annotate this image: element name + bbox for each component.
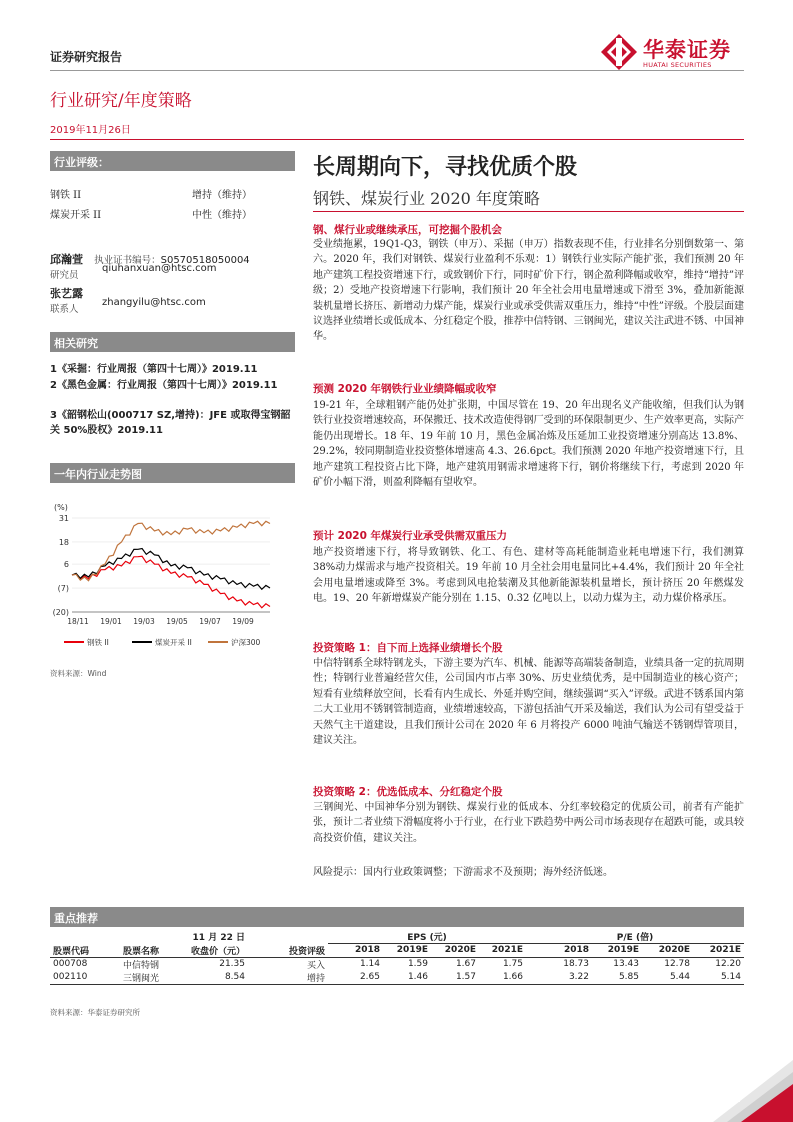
table-source: 资料来源：华泰证券研究所	[50, 1008, 140, 1017]
chart-xtick-label: 19/05	[166, 617, 188, 626]
rating-value: 增持（维持）	[192, 190, 252, 201]
page-title: 长周期向下，寻找优质个股	[313, 154, 578, 180]
invest-rating: 买入	[306, 960, 325, 971]
logo-text-cn: 华泰证券	[643, 38, 731, 62]
trend-section-title: 一年内行业走势图	[50, 463, 295, 483]
eps-value: 1.66	[502, 972, 523, 982]
research-item[interactable]: 3《韶钢松山(000717 SZ,增持)：JFE 或取得宝钢韶关 50%股权》2019.11	[50, 410, 291, 436]
recommend-section-title: 重点推荐	[50, 907, 744, 927]
section-body: 19-21 年，全球粗钢产能仍处扩张期，中国尽管在 19、20 年出现名义产能收缩，但我们认为钢铁行业投资增速较高，环保搬迁、技术改造使得钢厂受到的环保限制更少、生产效率更高，实际产能仍出现增长。18 年、19 年前 10 月，黑色金属冶炼及压延加工业投资增速分别高达 13.8%、29.2%，较同期制造业投资整体增速高 4.3、26.6pct。我们预测 2020 年地产投资增速下行，且地产建筑工程投资占比下降，地产建筑用钢需求增速将下行，钢价将继续下行，考虑到 2020 年矿价小幅下滑，则盈利降幅有望收窄。	[313, 400, 744, 489]
eps-value: 1.46	[407, 972, 428, 982]
chart-xtick-label: 19/03	[133, 617, 155, 626]
legend-label: 煤炭开采 II	[155, 638, 192, 647]
chart-series-line	[72, 549, 270, 590]
stock-name: 三钢闽光	[123, 973, 160, 984]
col-header: 2018	[354, 945, 380, 956]
chart-xtick-label: 19/09	[232, 617, 254, 626]
chart-series-line	[72, 521, 270, 580]
col-header: 股票名称	[123, 946, 160, 957]
table-row	[50, 971, 744, 985]
trend-chart	[50, 500, 295, 660]
analyst-1-contact	[50, 263, 295, 282]
analyst-role: 研究员	[50, 270, 79, 281]
col-header: 股票代码	[53, 946, 90, 957]
pe-value: 5.44	[669, 972, 690, 982]
col-header: 2019E	[396, 945, 428, 956]
date-header: 11 月 22 日	[192, 933, 245, 944]
research-section-title: 相关研究	[50, 332, 295, 352]
pe-value: 12.20	[715, 959, 741, 969]
chart-ylabel: (%)	[54, 503, 68, 512]
section-heading: 投资策略 1：自下而上选择业绩增长个股	[313, 642, 503, 654]
subtitle-divider	[313, 211, 744, 212]
col-header: 投资评级	[288, 946, 325, 957]
date-divider	[50, 139, 744, 140]
analyst-email[interactable]: qiuhanxuan@htsc.com	[102, 263, 217, 274]
chart-source: 资料来源：Wind	[50, 669, 107, 678]
risk-warning: 风险提示：国内行业政策调整；下游需求不及预期；海外经济低迷。	[313, 867, 613, 878]
section-body: 受业绩拖累，19Q1-Q3，钢铁（申万）、采掘（申万）指数表现不佳，行业排名分别倒数第一、第六。2020 年，我们对钢铁、煤炭行业盈利不乐观：1）钢铁行业实际产能扩张，我们预测 20 年地产建筑工程投资增速下行，或致钢价下行，同时矿价下行，钢企盈利降幅或收窄，维持“增持”评级；2）受地产投资增速下行影响，我们预计 20 年全社会用电量增速或下滑至 3%，叠加新能源装机量增长挤压、新增动力煤产能，煤炭行业或承受供需双重压力，维持“中性”评级。个股层面建议选择业绩增长或低成本、分红稳定个股，推荐中信特钢、三钢闽光，建议关注武进不锈、中国神华。	[313, 239, 744, 343]
col-header: 收盘价（元）	[190, 946, 245, 957]
col-header: 2018	[563, 945, 589, 956]
rating-industry: 煤炭开采 II	[50, 210, 102, 221]
research-item[interactable]: 2《黑色金属：行业周报（第四十七周）》2019.11	[50, 380, 278, 391]
analyst-role: 联系人	[50, 304, 79, 315]
col-header: 2020E	[444, 945, 476, 956]
rating-section-title: 行业评级：	[50, 151, 295, 171]
stock-name: 中信特钢	[123, 960, 160, 971]
report-category: 行业研究/年度策略	[50, 91, 192, 111]
legend-label: 沪深300	[231, 638, 261, 647]
page-number: 1	[733, 1092, 741, 1105]
chart-ytick-label: (7)	[57, 584, 69, 594]
doc-type: 证券研究报告	[50, 50, 123, 64]
stock-code: 002110	[53, 972, 88, 982]
recommend-table	[50, 930, 744, 985]
eps-header: EPS (元)	[328, 930, 526, 944]
chart-xtick-label: 19/07	[199, 617, 221, 626]
chart-ytick-label: 6	[63, 560, 69, 570]
pe-value: 18.73	[563, 959, 589, 969]
pe-value: 5.85	[618, 972, 639, 982]
eps-value: 1.67	[455, 959, 476, 969]
page-corner-decoration	[683, 1060, 793, 1122]
eps-value: 1.57	[455, 972, 476, 982]
section-heading: 钢、煤行业或继续承压，可挖掘个股机会	[313, 224, 502, 236]
pe-value: 3.22	[568, 972, 589, 982]
pe-value: 13.43	[613, 959, 639, 969]
section-body: 中信特钢系全球特钢龙头，下游主要为汽车、机械、能源等高端装备制造，业绩具备一定的抗周期性；特钢行业普遍经营欠佳，公司国内市占率 30%、历史业绩优秀，是中国制造业的核心资产；短看有业绩释放空间，长看有内生成长、外延并购空间，继续强调“买入”评级。武进不锈系国内第二大工业用不锈钢管制造商，业绩增速较高，下游包括油气开采及输送，我们认为公司有望受益于天然气主干道建设，且我们预计公司在 2020 年 6 月将投产 6000 吨油气输送不锈钢焊管项目，建议关注。	[313, 658, 744, 747]
pe-value: 5.14	[720, 972, 741, 982]
header-divider	[50, 70, 744, 71]
section-body: 地产投资增速下行，将导致钢铁、化工、有色、建材等高耗能制造业耗电增速下行，我们测算 38%动力煤需求与地产投资相关。19 年前 10 月全社会用电量同比+4.4%，我们预计 20 年全社会用电量增速或降至 3%。考虑到风电抢装潮及其他新能源装机量增长，预计挤压 20 年燃煤发电。19、20 年新增煤炭产能分别在 1.15、0.32 亿吨以上，以动力煤为主，动力煤价格承压。	[313, 547, 744, 605]
col-header: 2021E	[709, 945, 741, 956]
cert-label: 执业证书编号：	[94, 255, 161, 266]
eps-value: 1.14	[359, 959, 380, 969]
close-price: 8.54	[224, 972, 245, 982]
report-date: 2019年11月26日	[50, 125, 131, 136]
analyst-email[interactable]: zhangyilu@htsc.com	[102, 297, 206, 308]
table-row	[50, 957, 744, 971]
analyst-2-contact	[50, 297, 295, 316]
eps-value: 1.75	[502, 959, 523, 969]
logo-mark-icon	[601, 34, 637, 70]
chart-xtick-label: 19/01	[100, 617, 122, 626]
stock-code: 000708	[53, 959, 88, 969]
eps-value: 2.65	[359, 972, 380, 982]
pe-header: P/E (倍)	[526, 930, 744, 944]
chart-xtick-label: 18/11	[67, 617, 89, 626]
rating-value: 中性（维持）	[192, 210, 252, 221]
rating-industry: 钢铁 II	[50, 190, 82, 201]
section-body: 三钢闽光、中国神华分别为钢铁、煤炭行业的低成本、分红率较稳定的优质公司，前者有产能扩张，预计二者业绩下滑幅度将小于行业，在行业下跌趋势中两公司市场表现存在超跌可能，或具较高投资价值，建议关注。	[313, 802, 744, 844]
close-price: 21.35	[219, 959, 245, 969]
chart-ytick-label: (20)	[52, 608, 69, 617]
chart-ytick-label: 31	[58, 514, 69, 523]
col-header: 2021E	[491, 945, 523, 956]
col-header: 2020E	[658, 945, 690, 956]
analyst-name: 邱瀚萱	[50, 253, 83, 266]
research-item[interactable]: 1《采掘：行业周报（第四十七周）》2019.11	[50, 364, 258, 375]
logo-text-en: HUATAI SECURITIES	[643, 61, 712, 69]
col-header: 2019E	[607, 945, 639, 956]
page-subtitle: 钢铁、煤炭行业 2020 年度策略	[313, 189, 540, 208]
section-heading: 预计 2020 年煤炭行业承受供需双重压力	[313, 530, 508, 542]
eps-value: 1.59	[407, 959, 428, 969]
invest-rating: 增持	[306, 973, 325, 984]
section-heading: 预测 2020 年钢铁行业业绩降幅或收窄	[313, 383, 497, 395]
cert-number: S0570518050004	[160, 255, 250, 266]
legend-label: 钢铁 II	[87, 638, 109, 647]
analyst-name: 张艺露	[50, 287, 83, 300]
section-heading: 投资策略 2：优选低成本、分红稳定个股	[313, 786, 503, 798]
pe-value: 12.78	[664, 959, 690, 969]
chart-ytick-label: 18	[58, 537, 69, 547]
